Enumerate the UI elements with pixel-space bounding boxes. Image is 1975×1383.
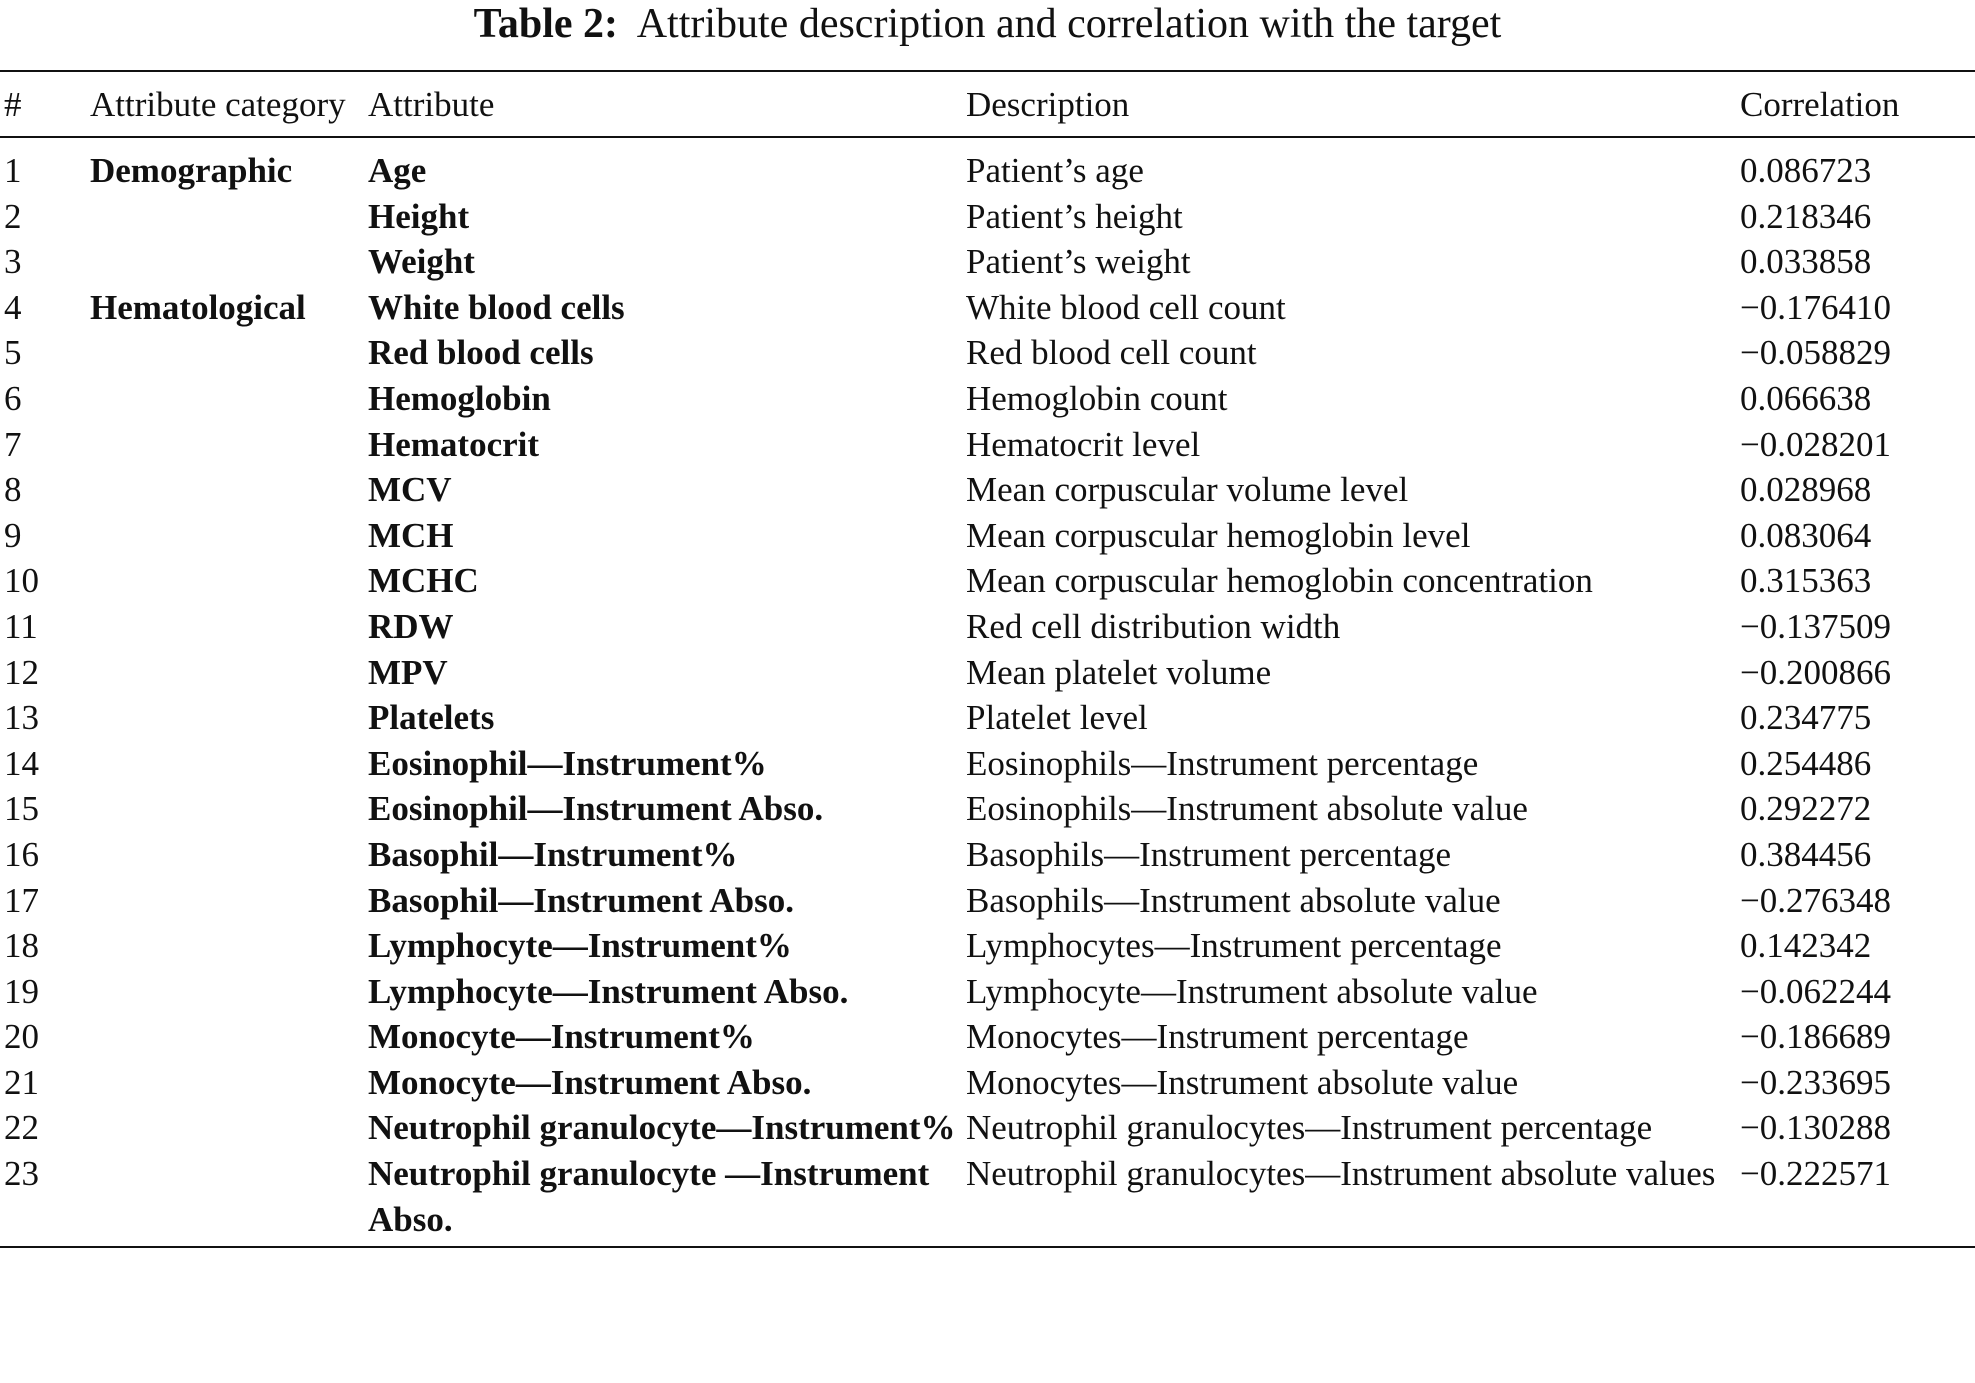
row-description: Mean corpuscular hemoglobin concentration: [966, 561, 1593, 601]
row-category: [90, 741, 368, 787]
row-number: 5: [4, 333, 22, 373]
row-number: 13: [4, 698, 39, 738]
header-description: Description: [966, 71, 1740, 137]
row-attribute: MPV: [368, 652, 448, 692]
row-correlation: −0.058829: [1740, 333, 1891, 373]
table-row: [0, 285, 1975, 331]
row-correlation: 0.218346: [1740, 196, 1872, 236]
header-attribute-category: Attribute category: [90, 71, 368, 137]
table-row: [0, 1060, 1975, 1106]
row-correlation: −0.186689: [1740, 1017, 1891, 1057]
row-correlation: −0.222571: [1740, 1151, 1975, 1247]
row-attribute: Eosinophil—Instrument Abso.: [368, 789, 824, 829]
table-row: [0, 1105, 1975, 1151]
row-description: Mean platelet volume: [966, 652, 1272, 692]
row-attribute: Lymphocyte—Instrument Abso.: [368, 971, 849, 1011]
row-description: Hematocrit level: [966, 424, 1201, 464]
row-category: [90, 969, 368, 1015]
row-number: 2: [4, 196, 22, 236]
row-number: 18: [4, 926, 39, 966]
header-attribute: Attribute: [368, 71, 966, 137]
row-category: [90, 832, 368, 878]
row-description: Eosinophils—Instrument percentage: [966, 743, 1479, 783]
table-row: [0, 878, 1975, 924]
row-number: 7: [4, 424, 22, 464]
table-row: [0, 194, 1975, 240]
table-row: [0, 786, 1975, 832]
row-number: 6: [4, 378, 22, 418]
row-number: 3: [4, 242, 22, 282]
row-category: [90, 1060, 368, 1106]
row-category: [90, 330, 368, 376]
row-correlation: 0.384456: [1740, 834, 1872, 874]
row-correlation: −0.137509: [1740, 606, 1891, 646]
row-number: 9: [4, 515, 22, 555]
row-correlation: 0.292272: [1740, 789, 1872, 829]
row-description: Neutrophil granulocytes—Instrument percentage: [966, 1108, 1653, 1148]
table-row: [0, 741, 1975, 787]
row-description: Eosinophils—Instrument absolute value: [966, 789, 1528, 829]
row-correlation: −0.200866: [1740, 652, 1891, 692]
row-number: 12: [4, 652, 39, 692]
row-description: Lymphocyte—Instrument absolute value: [966, 971, 1538, 1011]
row-attribute: MCH: [368, 515, 454, 555]
table-row: [0, 969, 1975, 1015]
row-correlation: 0.033858: [1740, 242, 1872, 282]
row-correlation: −0.130288: [1740, 1108, 1891, 1148]
row-description: Hemoglobin count: [966, 378, 1228, 418]
row-correlation: 0.142342: [1740, 926, 1872, 966]
row-attribute: Red blood cells: [368, 333, 594, 373]
row-correlation: 0.234775: [1740, 698, 1872, 738]
table-row: [0, 422, 1975, 468]
row-number: 4: [4, 287, 22, 327]
row-correlation: 0.254486: [1740, 743, 1872, 783]
row-number: 15: [4, 789, 39, 829]
row-description: Red cell distribution width: [966, 606, 1341, 646]
row-category: [90, 1151, 368, 1247]
table-row: [0, 376, 1975, 422]
table-row: [0, 330, 1975, 376]
row-number: 19: [4, 971, 39, 1011]
row-number: 21: [4, 1062, 39, 1102]
row-number: 16: [4, 834, 39, 874]
row-description: Patient’s weight: [966, 242, 1191, 282]
table-row: [0, 923, 1975, 969]
table-row: [0, 832, 1975, 878]
row-category: [90, 1105, 368, 1151]
row-attribute: Basophil—Instrument%: [368, 834, 738, 874]
row-attribute: RDW: [368, 606, 454, 646]
row-attribute: Height: [368, 196, 470, 236]
row-attribute: MCHC: [368, 561, 479, 601]
row-correlation: −0.176410: [1740, 287, 1891, 327]
row-number: 8: [4, 470, 22, 510]
row-description: Red blood cell count: [966, 333, 1257, 373]
row-attribute: Age: [368, 151, 427, 190]
row-description: Mean corpuscular hemoglobin level: [966, 515, 1471, 555]
row-description: Basophils—Instrument percentage: [966, 834, 1452, 874]
row-number: 1: [4, 151, 22, 190]
header-number: #: [0, 71, 90, 137]
table-row: [0, 1151, 1975, 1247]
row-description: Basophils—Instrument absolute value: [966, 880, 1501, 920]
row-category: [90, 558, 368, 604]
row-category: [90, 1014, 368, 1060]
row-category: [90, 467, 368, 513]
row-attribute: Lymphocyte—Instrument%: [368, 926, 792, 966]
row-description: Patient’s height: [966, 196, 1183, 236]
row-attribute: Hemoglobin: [368, 378, 551, 418]
row-category: [90, 695, 368, 741]
row-attribute: Platelets: [368, 698, 495, 738]
row-category: [90, 239, 368, 285]
row-correlation: −0.276348: [1740, 880, 1891, 920]
row-number: 14: [4, 743, 39, 783]
row-category: Demographic: [90, 151, 293, 190]
row-number: 17: [4, 880, 39, 920]
row-description: Lymphocytes—Instrument percentage: [966, 926, 1502, 966]
row-category: [90, 422, 368, 468]
row-attribute: Eosinophil—Instrument%: [368, 743, 767, 783]
row-description: Neutrophil granulocytes—Instrument absolute values: [966, 1151, 1740, 1247]
row-description: Patient’s age: [966, 151, 1144, 190]
caption-text: Attribute description and correlation with the target: [636, 1, 1502, 47]
caption-label: Table 2:: [473, 1, 618, 47]
table-body: [0, 137, 1975, 1247]
row-category: [90, 604, 368, 650]
row-attribute: Monocyte—Instrument%: [368, 1017, 755, 1057]
row-category: [90, 513, 368, 559]
table-row: [0, 558, 1975, 604]
row-category: [90, 786, 368, 832]
row-number: 10: [4, 561, 39, 601]
row-correlation: −0.233695: [1740, 1062, 1891, 1102]
table-row: [0, 137, 1975, 194]
row-number: 11: [4, 606, 38, 646]
header-correlation: Correlation: [1740, 71, 1975, 137]
row-correlation: −0.062244: [1740, 971, 1891, 1011]
row-correlation: 0.315363: [1740, 561, 1872, 601]
row-attribute: Monocyte—Instrument Abso.: [368, 1062, 812, 1102]
table-row: [0, 604, 1975, 650]
row-correlation: −0.028201: [1740, 424, 1891, 464]
row-category: [90, 650, 368, 696]
row-attribute: Neutrophil granulocyte —Instrument Abso.: [368, 1151, 966, 1247]
row-category: [90, 194, 368, 240]
row-description: Monocytes—Instrument absolute value: [966, 1062, 1519, 1102]
row-category: [90, 376, 368, 422]
row-correlation: 0.028968: [1740, 470, 1872, 510]
row-category: [90, 923, 368, 969]
row-attribute: Neutrophil granulocyte—Instrument%: [368, 1108, 956, 1148]
row-number: 20: [4, 1017, 39, 1057]
table-row: [0, 467, 1975, 513]
row-attribute: Weight: [368, 242, 475, 282]
row-category: [90, 878, 368, 924]
row-number: 22: [4, 1108, 39, 1148]
row-description: White blood cell count: [966, 287, 1286, 327]
attribute-table: [0, 70, 1975, 1248]
table-row: [0, 695, 1975, 741]
row-correlation: 0.086723: [1740, 151, 1872, 190]
table-row: [0, 513, 1975, 559]
row-description: Mean corpuscular volume level: [966, 470, 1409, 510]
row-attribute: Basophil—Instrument Abso.: [368, 880, 794, 920]
row-correlation: 0.066638: [1740, 378, 1872, 418]
row-description: Monocytes—Instrument percentage: [966, 1017, 1469, 1057]
row-attribute: MCV: [368, 470, 452, 510]
table-row: [0, 1014, 1975, 1060]
table-row: [0, 239, 1975, 285]
table-caption: [0, 0, 1975, 52]
table-row: [0, 650, 1975, 696]
row-description: Platelet level: [966, 698, 1148, 738]
row-attribute: Hematocrit: [368, 424, 540, 464]
row-correlation: 0.083064: [1740, 515, 1872, 555]
row-number: 23: [0, 1151, 90, 1247]
row-category: Hematological: [90, 287, 306, 327]
header-row: [0, 71, 1975, 137]
row-attribute: White blood cells: [368, 287, 625, 327]
